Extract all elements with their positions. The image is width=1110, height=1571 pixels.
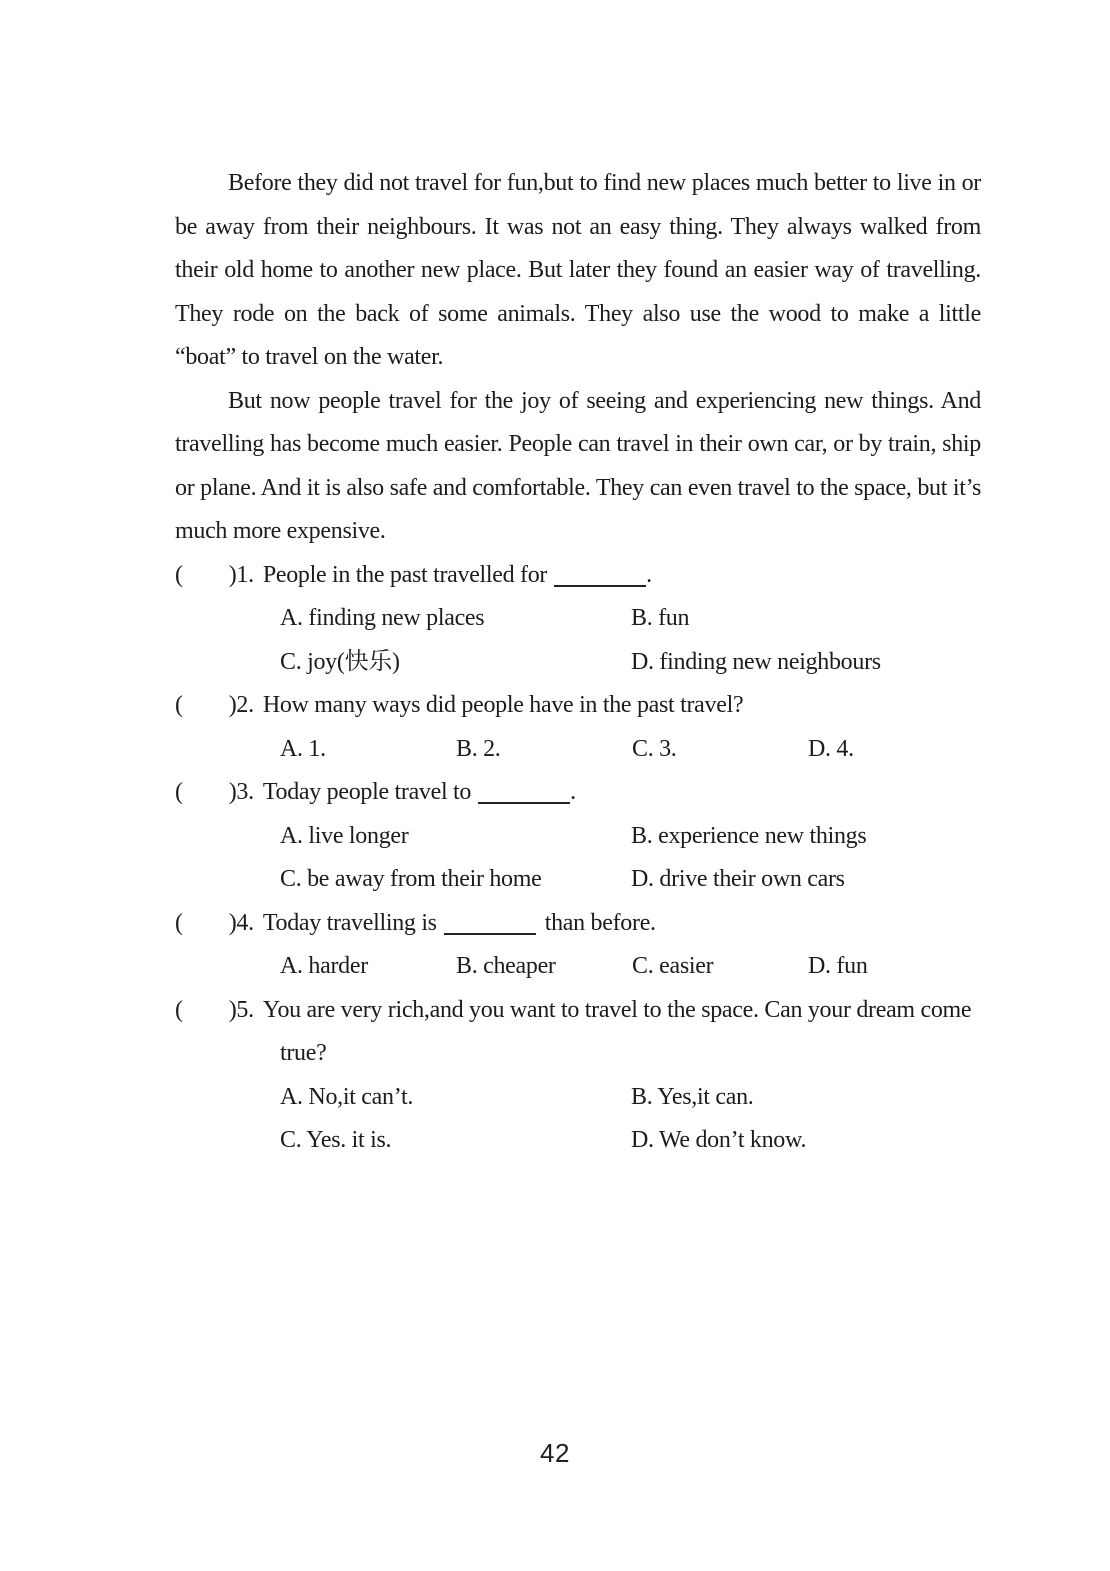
q4-option-c: C. easier [632, 953, 714, 979]
q2-option-a: A. 1. [280, 735, 326, 762]
q5-option-a: A. No,it can’t. [280, 1083, 414, 1110]
answer-paren-open: ( [175, 909, 183, 936]
page-number: 42 [540, 1438, 570, 1468]
q3-option-d: D. drive their own cars [631, 866, 845, 892]
answer-paren-close: ) [228, 996, 237, 1023]
question-text-after: than before. [544, 909, 656, 936]
question-text: How many ways did people have in the past travel? [262, 692, 744, 718]
question-2-options-row-1 [175, 728, 981, 772]
question-2 [175, 684, 981, 728]
question-4 [175, 902, 981, 946]
question-number: 5. [236, 996, 254, 1023]
question-1-options-row-2 [175, 641, 981, 685]
answer-paren-open: ( [175, 779, 183, 805]
q3-option-c: C. be away from their home [280, 866, 542, 892]
blank-line [444, 929, 536, 935]
q2-option-d: D. 4. [808, 735, 854, 762]
passage-paragraph-1: Before they did not travel for fun,but to find new places much better to live in or be away from their neighbours. It was not an easy thing. They always walked from their old home to another new place. But later they found an easier way of travelling. They rode on the back of some animals. They also use the wood to make a little “boat” to travel on the water. [175, 170, 981, 370]
answer-paren-open: ( [175, 692, 183, 718]
answer-paren-open: ( [175, 561, 183, 588]
q1-option-b: B. fun [631, 605, 690, 631]
q1-option-d: D. finding new neighbours [631, 648, 881, 675]
question-text-after: . [570, 779, 576, 805]
q3-option-b: B. experience new things [631, 822, 867, 849]
question-5-options-row-1 [175, 1076, 981, 1120]
question-text-after: . [646, 561, 652, 588]
q5-option-c: C. Yes. it is. [280, 1127, 392, 1153]
q3-option-a: A. live longer [280, 822, 409, 849]
question-text: Today people travel to [262, 779, 472, 805]
question-5 [175, 989, 981, 1076]
q4-option-b: B. cheaper [456, 953, 556, 979]
question-number: 3. [236, 779, 254, 805]
page-content [175, 162, 981, 1163]
q2-option-b: B. 2. [456, 735, 501, 762]
question-1-options-row-1 [175, 597, 981, 641]
question-text: You are very rich,and you want to travel to the space. Can your dream come true? [262, 996, 972, 1066]
answer-paren-close: ) [228, 909, 237, 936]
q4-option-a: A. harder [280, 953, 368, 979]
question-number: 4. [236, 909, 254, 936]
q1-option-a: A. finding new places [280, 605, 485, 631]
answer-paren-close: ) [228, 692, 237, 718]
question-1 [175, 554, 981, 598]
q5-option-d: D. We don’t know. [631, 1127, 807, 1153]
question-text: People in the past travelled for [262, 561, 548, 588]
q1-option-c: C. joy(快乐) [280, 648, 400, 675]
question-5-options-row-2 [175, 1119, 981, 1163]
question-4-options-row-1 [175, 945, 981, 989]
q5-option-b: B. Yes,it can. [631, 1083, 754, 1110]
question-number: 2. [236, 692, 254, 718]
q2-option-c: C. 3. [632, 735, 677, 762]
question-text: Today travelling is [262, 909, 437, 936]
question-3 [175, 771, 981, 815]
blank-line [554, 581, 646, 587]
answer-paren-close: ) [228, 779, 237, 805]
question-3-options-row-1 [175, 815, 981, 859]
question-3-options-row-2 [175, 858, 981, 902]
answer-paren-open: ( [175, 996, 183, 1023]
answer-paren-close: ) [228, 561, 237, 588]
question-number: 1. [236, 561, 254, 588]
blank-line [478, 798, 570, 804]
passage-paragraph-2: But now people travel for the joy of seeing and experiencing new things. And travelling has become much easier. People can travel in their own car, or by train, ship or plane. And it is also safe and comfortable. They can even travel to the space, but it’s much more expensive. [175, 387, 981, 544]
q4-option-d: D. fun [808, 953, 868, 979]
